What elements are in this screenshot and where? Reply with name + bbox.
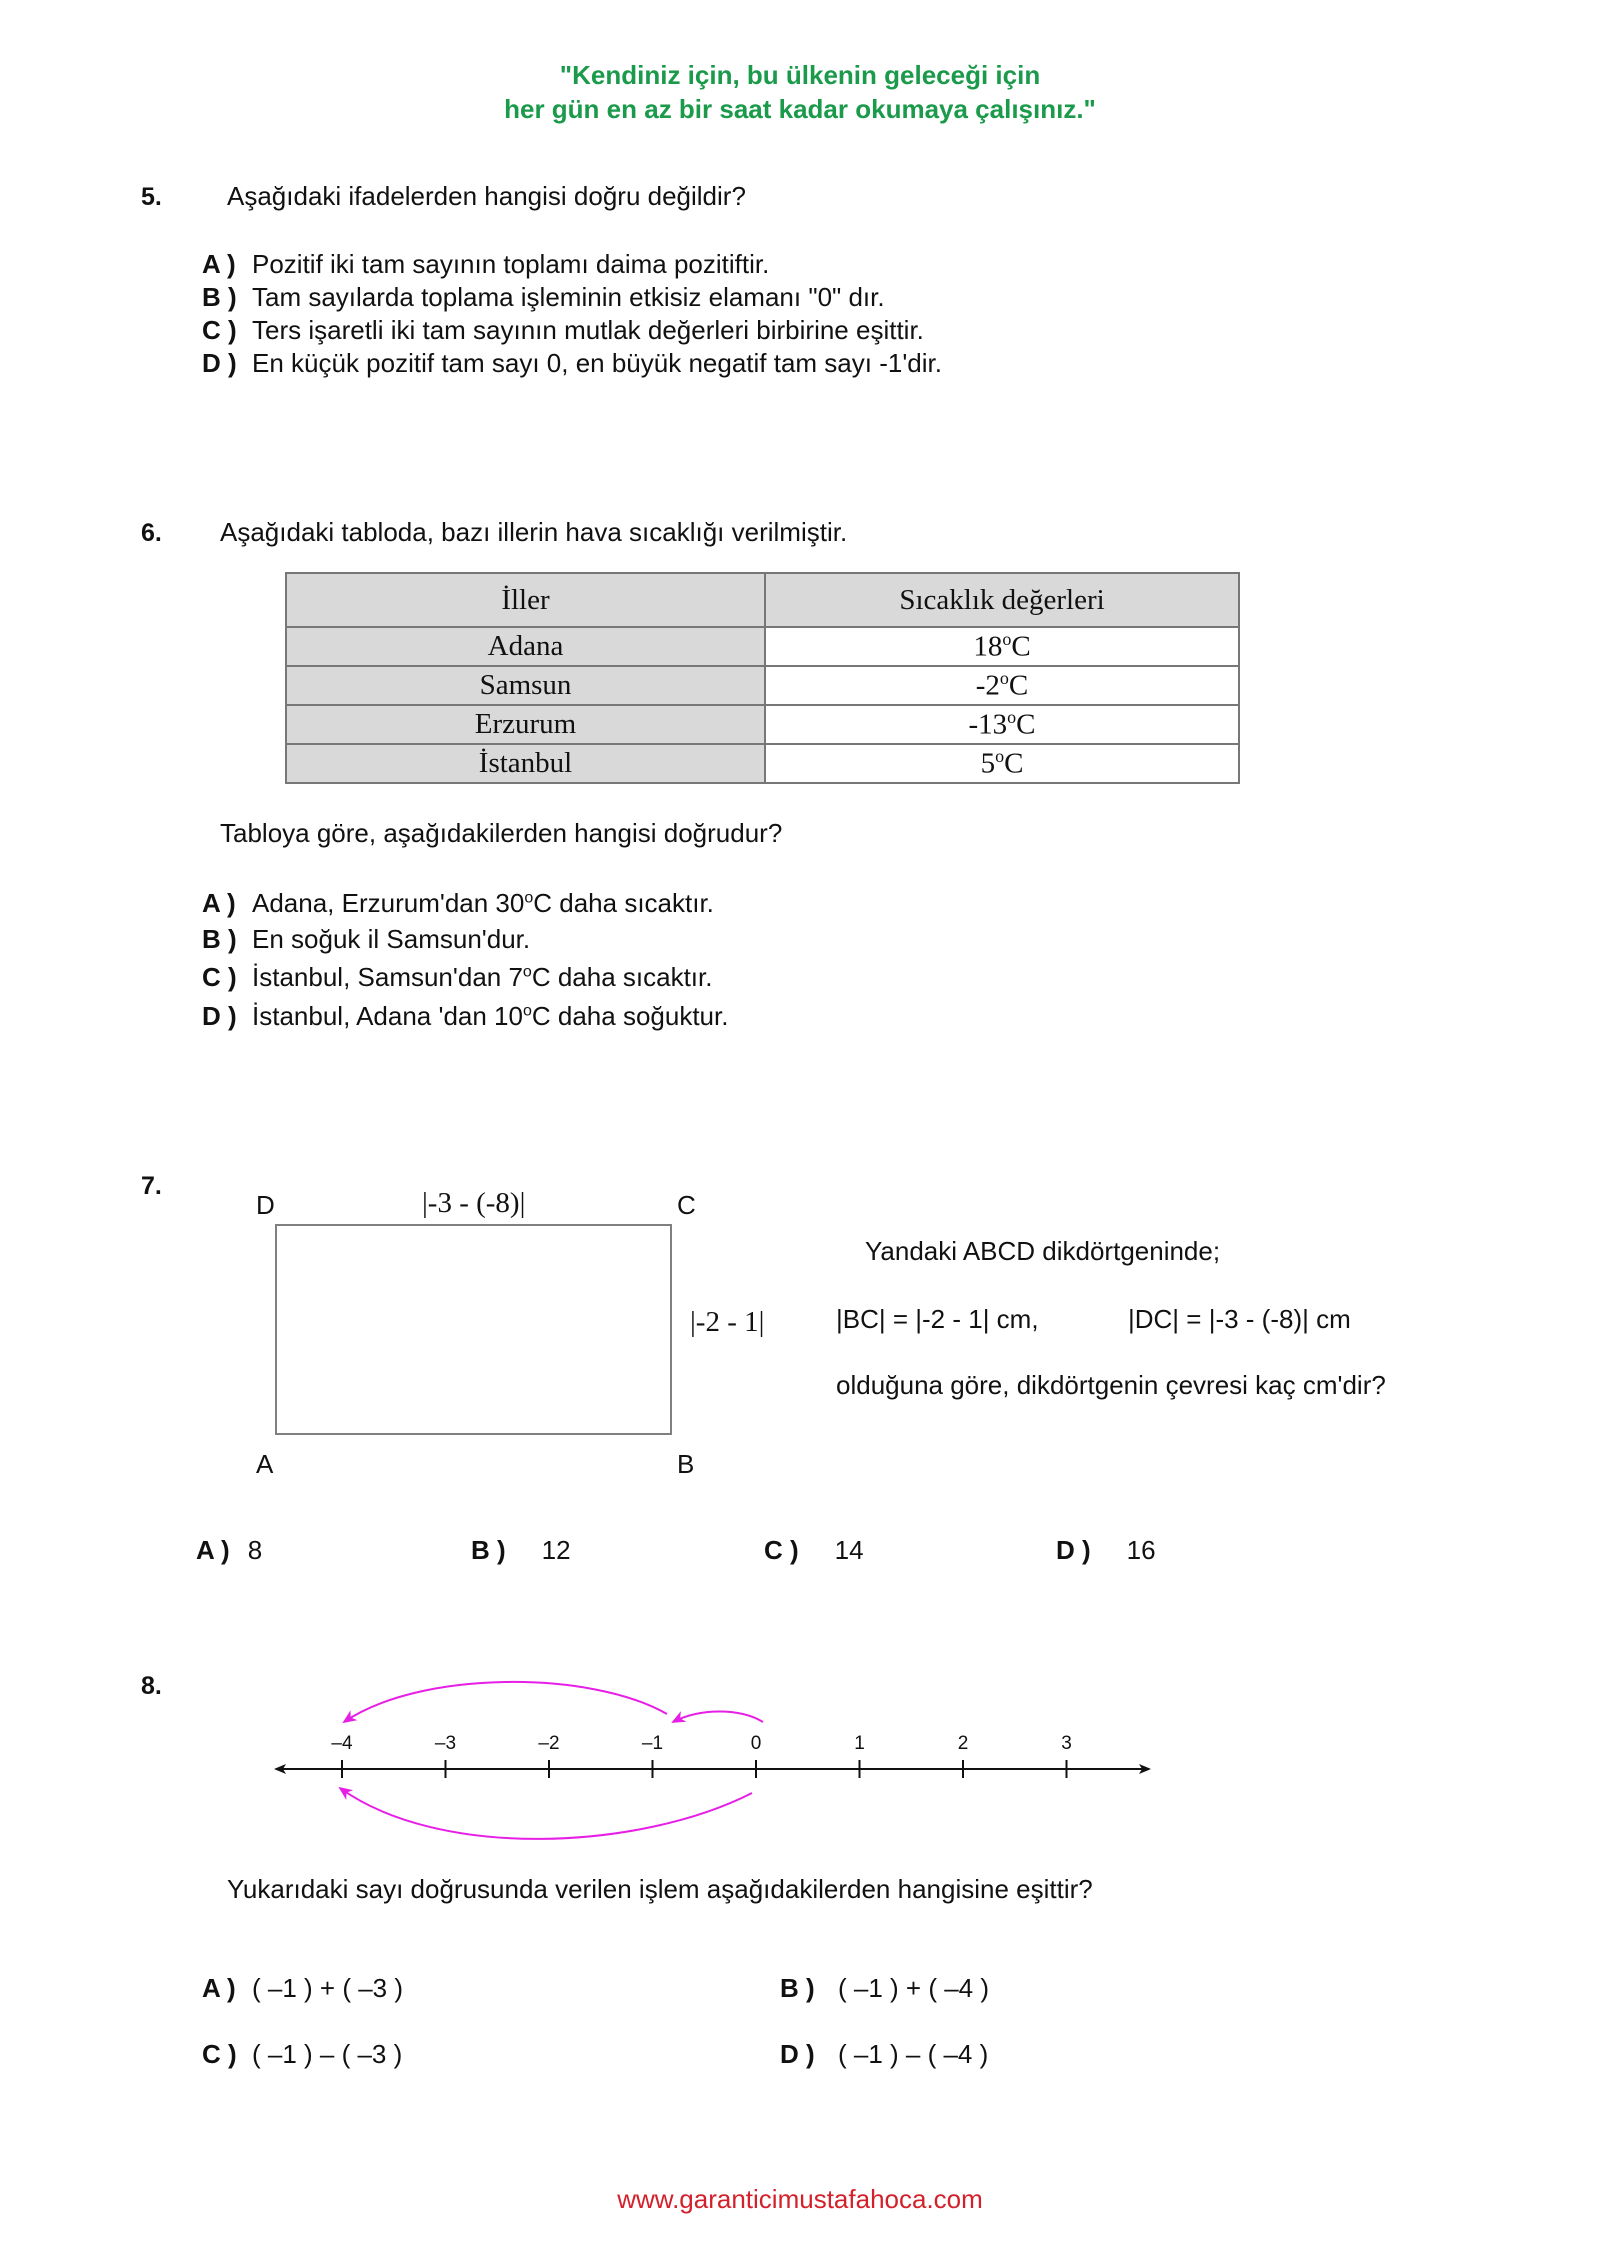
column-header-cities: İller <box>286 573 765 627</box>
side-dc-expression: |-3 - (-8)| <box>422 1187 526 1219</box>
city-cell: Samsun <box>286 666 765 705</box>
city-cell: İstanbul <box>286 744 765 783</box>
option-text: En küçük pozitif tam sayı 0, en büyük negatif tam sayı -1'dir. <box>252 348 942 378</box>
option-label: B ) <box>471 1535 506 1565</box>
option-label: A ) <box>202 249 236 279</box>
degree-mark: o <box>1007 707 1017 728</box>
vertex-d-label: D <box>256 1190 275 1220</box>
option-label: D ) <box>780 2039 815 2069</box>
city-cell: Adana <box>286 627 765 666</box>
option-text-end: C daha soğuktur. <box>531 1001 729 1031</box>
temperature-unit: C <box>1004 747 1024 780</box>
option-label: D ) <box>202 348 237 378</box>
q8-option-b[interactable] <box>780 1973 989 2004</box>
temperature-value: -13 <box>968 708 1008 741</box>
jump-arrow-0-to-minus-1 <box>673 1712 763 1723</box>
option-text: ( –1 ) – ( –4 ) <box>838 2039 989 2069</box>
temperature-value: 5 <box>980 747 996 780</box>
vertex-c-label: C <box>677 1190 696 1220</box>
q7-question: olduğuna göre, dikdörtgenin çevresi kaç cm'dir? <box>836 1370 1386 1400</box>
question-5-number: 5. <box>141 183 162 211</box>
option-label: C ) <box>202 315 237 345</box>
question-8-number: 8. <box>141 1672 162 1700</box>
option-label: C ) <box>202 962 237 992</box>
question-7-number: 7. <box>141 1172 162 1200</box>
option-label: B ) <box>780 1973 815 2003</box>
tick-label: –1 <box>641 1733 664 1754</box>
vertex-b-label: B <box>677 1449 695 1479</box>
option-text: En soğuk il Samsun'dur. <box>252 924 531 954</box>
question-6-text: Aşağıdaki tabloda, bazı illerin hava sıcaklığı verilmiştir. <box>220 517 848 547</box>
option-label: B ) <box>202 282 237 312</box>
option-text: İstanbul, Samsun'dan 7 <box>252 962 523 992</box>
degree-mark: o <box>995 746 1005 767</box>
option-label: A ) <box>202 1973 236 2003</box>
vertex-a-label: A <box>256 1449 274 1479</box>
temperature-unit: C <box>1016 708 1036 741</box>
option-label: A ) <box>202 888 236 918</box>
option-label: C ) <box>764 1535 799 1565</box>
q7-dc-length: |DC| = |-3 - (-8)| cm <box>1128 1304 1351 1334</box>
question-6-number: 6. <box>141 519 162 547</box>
motto-line-1: "Kendiniz için, bu ülkenin geleceği için <box>559 60 1041 90</box>
column-header-temperatures: Sıcaklık değerleri <box>765 573 1239 627</box>
side-bc-expression: |-2 - 1| <box>690 1306 765 1338</box>
city-cell: Erzurum <box>286 705 765 744</box>
option-text: Adana, Erzurum'dan 30 <box>252 888 525 918</box>
degree-mark: o <box>1002 629 1012 650</box>
option-text: Pozitif iki tam sayının toplamı daima pozitiftir. <box>252 249 770 279</box>
option-text: Tam sayılarda toplama işleminin etkisiz elamanı "0" dır. <box>252 282 885 312</box>
degree-mark: o <box>999 668 1009 689</box>
temperature-unit: C <box>1008 669 1029 702</box>
temperature-value: -2 <box>975 669 1000 702</box>
option-label: C ) <box>202 2039 237 2069</box>
degree-mark: o <box>522 1002 532 1020</box>
question-8-text: Yukarıdaki sayı doğrusunda verilen işlem aşağıdakilerden hangisine eşittir? <box>227 1874 1093 1904</box>
option-text-end: C daha sıcaktır. <box>533 888 714 918</box>
degree-mark: o <box>522 963 532 981</box>
option-text: Ters işaretli iki tam sayının mutlak değerleri birbirine eşittir. <box>252 315 924 345</box>
option-text: İstanbul, Adana 'dan 10 <box>252 1001 523 1031</box>
question-5-text: Aşağıdaki ifadelerden hangisi doğru değildir? <box>227 181 746 211</box>
temperature-unit: C <box>1011 630 1031 663</box>
tick-label: –4 <box>331 1733 353 1754</box>
tick-label: 2 <box>957 1733 969 1754</box>
tick-label: 3 <box>1061 1733 1072 1754</box>
option-label: D ) <box>202 1001 237 1031</box>
number-line-ticks <box>331 1733 1071 1778</box>
q8-option-c[interactable] <box>202 2039 402 2070</box>
option-text: ( –1 ) – ( –3 ) <box>252 2039 403 2069</box>
option-label: D ) <box>1056 1535 1091 1565</box>
tick-label: –3 <box>434 1733 457 1754</box>
option-text: 8 <box>247 1535 263 1565</box>
result-arrow-0-to-minus-4 <box>340 1788 752 1839</box>
option-text: 14 <box>834 1535 864 1565</box>
option-text: 12 <box>541 1535 571 1565</box>
option-label: A ) <box>196 1535 230 1565</box>
temperature-value: 18 <box>973 630 1003 663</box>
question-6-prompt: Tabloya göre, aşağıdakilerden hangisi doğrudur? <box>220 818 783 848</box>
option-text: ( –1 ) + ( –3 ) <box>252 1973 403 2003</box>
option-label: B ) <box>202 924 237 954</box>
q7-bc-length: |BC| = |-2 - 1| cm, <box>836 1304 1039 1334</box>
option-text: 16 <box>1126 1535 1156 1565</box>
motto-line-2: her gün en az bir saat kadar okumaya çalışınız." <box>504 94 1096 124</box>
option-text: ( –1 ) + ( –4 ) <box>838 1973 989 2003</box>
tick-label: 0 <box>750 1733 762 1754</box>
option-text-end: C daha sıcaktır. <box>531 962 713 992</box>
degree-mark: o <box>524 889 534 907</box>
q8-option-a[interactable] <box>202 1973 403 2004</box>
footer-website-link[interactable]: www.garanticimustafahoca.com <box>617 2184 983 2214</box>
tick-label: –2 <box>538 1733 560 1754</box>
tick-label: 1 <box>854 1733 865 1754</box>
q8-option-d[interactable] <box>780 2039 988 2070</box>
jump-arrow-minus-1-to-minus-4 <box>344 1682 667 1722</box>
q7-description: Yandaki ABCD dikdörtgeninde; <box>865 1236 1221 1266</box>
